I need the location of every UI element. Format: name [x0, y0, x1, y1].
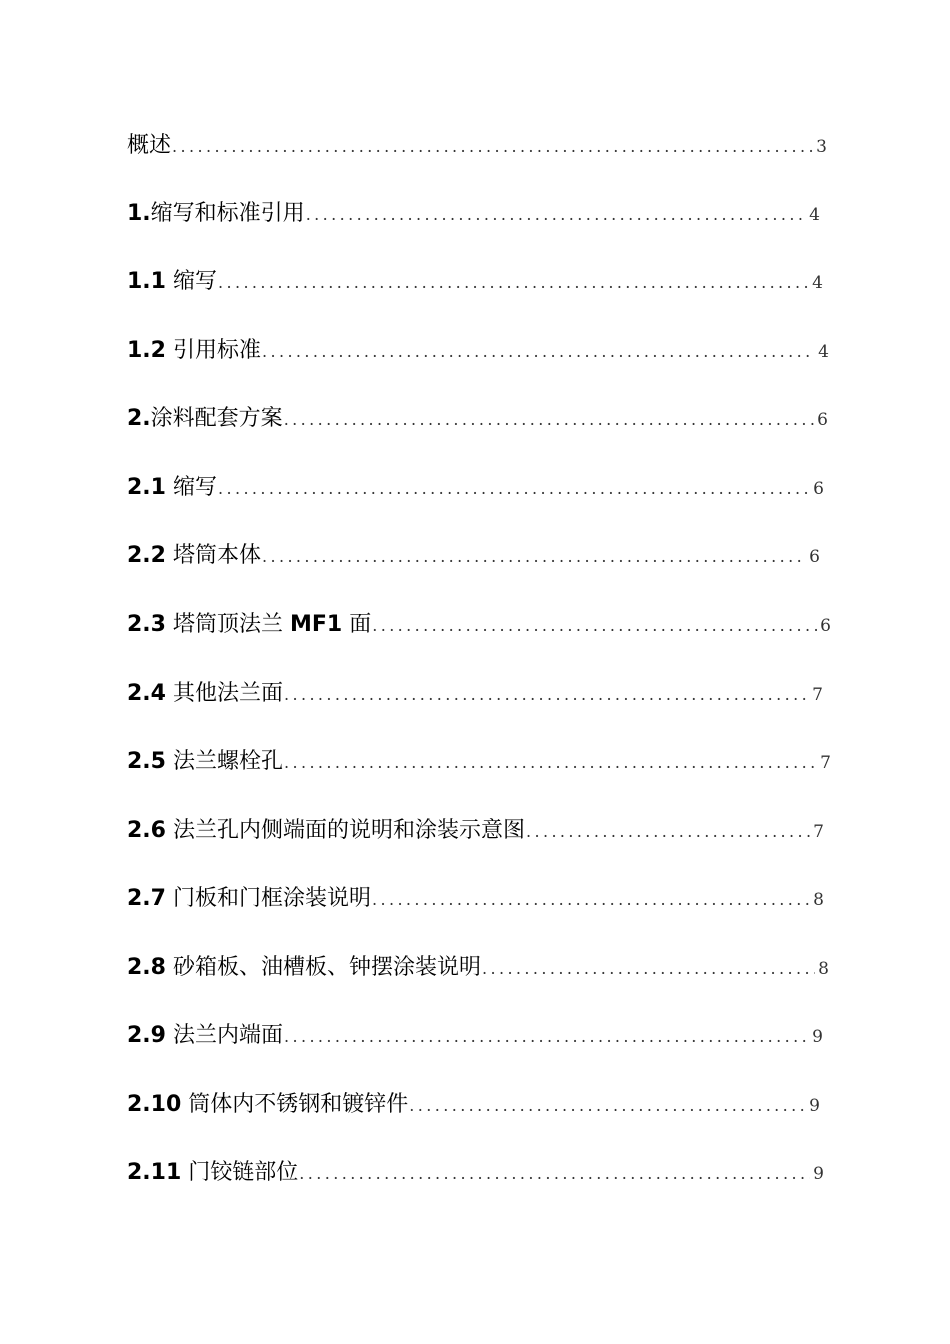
toc-page-number: 4	[818, 342, 829, 362]
toc-page-number: 7	[812, 685, 823, 705]
toc-entry-title: 2.10 筒体内不锈钢和镀锌件	[127, 1092, 409, 1117]
toc-entry-1[interactable]	[127, 196, 820, 230]
toc-entry-2-6[interactable]	[127, 813, 824, 847]
toc-entry-2-4[interactable]	[127, 676, 823, 710]
toc-entry-title: 概述	[127, 133, 172, 158]
toc-entry-2-11[interactable]	[127, 1155, 824, 1189]
toc-entry-2-3[interactable]	[127, 607, 831, 641]
toc-entry-1-2[interactable]	[127, 333, 829, 367]
toc-entry-title: 2.4 其他法兰面	[127, 681, 283, 706]
toc-page-number: 6	[820, 616, 831, 636]
toc-dot-leader	[284, 410, 814, 429]
toc-entry-title: 2.7 门板和门框涂装说明	[127, 886, 371, 911]
toc-dot-leader	[372, 616, 817, 635]
toc-page-number: 7	[813, 822, 824, 842]
toc-entry-2-10[interactable]	[127, 1087, 820, 1121]
toc-entry-title: 2.涂料配套方案	[127, 406, 283, 431]
toc-dot-leader	[218, 273, 809, 292]
toc-entry-2[interactable]	[127, 401, 828, 435]
toc-page-number: 3	[816, 137, 827, 157]
toc-entry-title: 2.2 塔筒本体	[127, 543, 261, 568]
toc-entry-2-1[interactable]	[127, 470, 824, 504]
toc-page-number: 6	[809, 547, 820, 567]
toc-dot-leader	[218, 479, 810, 498]
toc-entry-2-8[interactable]	[127, 950, 829, 984]
toc-entry-1-1[interactable]	[127, 264, 823, 298]
toc-page-number: 4	[809, 205, 820, 225]
toc-dot-leader	[526, 822, 810, 841]
toc-dot-leader	[284, 1027, 809, 1046]
toc-entry-title: 2.8 砂箱板、油槽板、钟摆涂装说明	[127, 955, 481, 980]
toc-page-number: 6	[817, 410, 828, 430]
toc-dot-leader	[306, 205, 806, 224]
toc-entry-title: 2.6 法兰孔内侧端面的说明和涂装示意图	[127, 818, 525, 843]
toc-page-number: 9	[812, 1027, 823, 1047]
toc-page-number: 8	[818, 959, 829, 979]
toc-entry-2-7[interactable]	[127, 881, 824, 915]
toc-entry-title: 2.1 缩写	[127, 475, 217, 500]
toc-dot-leader	[284, 685, 809, 704]
toc-entry-2-2[interactable]	[127, 538, 820, 572]
toc-entry-title: 2.3 塔筒顶法兰 MF1 面	[127, 612, 372, 637]
toc-dot-leader	[284, 753, 817, 772]
toc-dot-leader	[409, 1096, 806, 1115]
toc-page-number: 9	[813, 1164, 824, 1184]
toc-entry-title: 1.1 缩写	[127, 269, 217, 294]
toc-entry-2-9[interactable]	[127, 1018, 823, 1052]
toc-entry-title: 2.11 门铰链部位	[127, 1160, 299, 1185]
toc-dot-leader	[172, 137, 813, 156]
toc-page-number: 7	[820, 753, 831, 773]
toc-entry-title: 2.9 法兰内端面	[127, 1023, 283, 1048]
toc-dot-leader	[372, 890, 810, 909]
toc-dot-leader	[299, 1164, 810, 1183]
toc-page-number: 9	[809, 1096, 820, 1116]
toc-entry-2-5[interactable]	[127, 744, 831, 778]
toc-entry-overview[interactable]	[127, 128, 827, 162]
toc-page-number: 8	[813, 890, 824, 910]
toc-page-number: 4	[812, 273, 823, 293]
toc-page-number: 6	[813, 479, 824, 499]
toc-dot-leader	[262, 547, 806, 566]
toc-dot-leader	[262, 342, 815, 361]
toc-entry-title: 2.5 法兰螺栓孔	[127, 749, 283, 774]
toc-dot-leader	[482, 959, 815, 978]
toc-entry-title: 1.缩写和标准引用	[127, 201, 305, 226]
toc-entry-title: 1.2 引用标准	[127, 338, 261, 363]
